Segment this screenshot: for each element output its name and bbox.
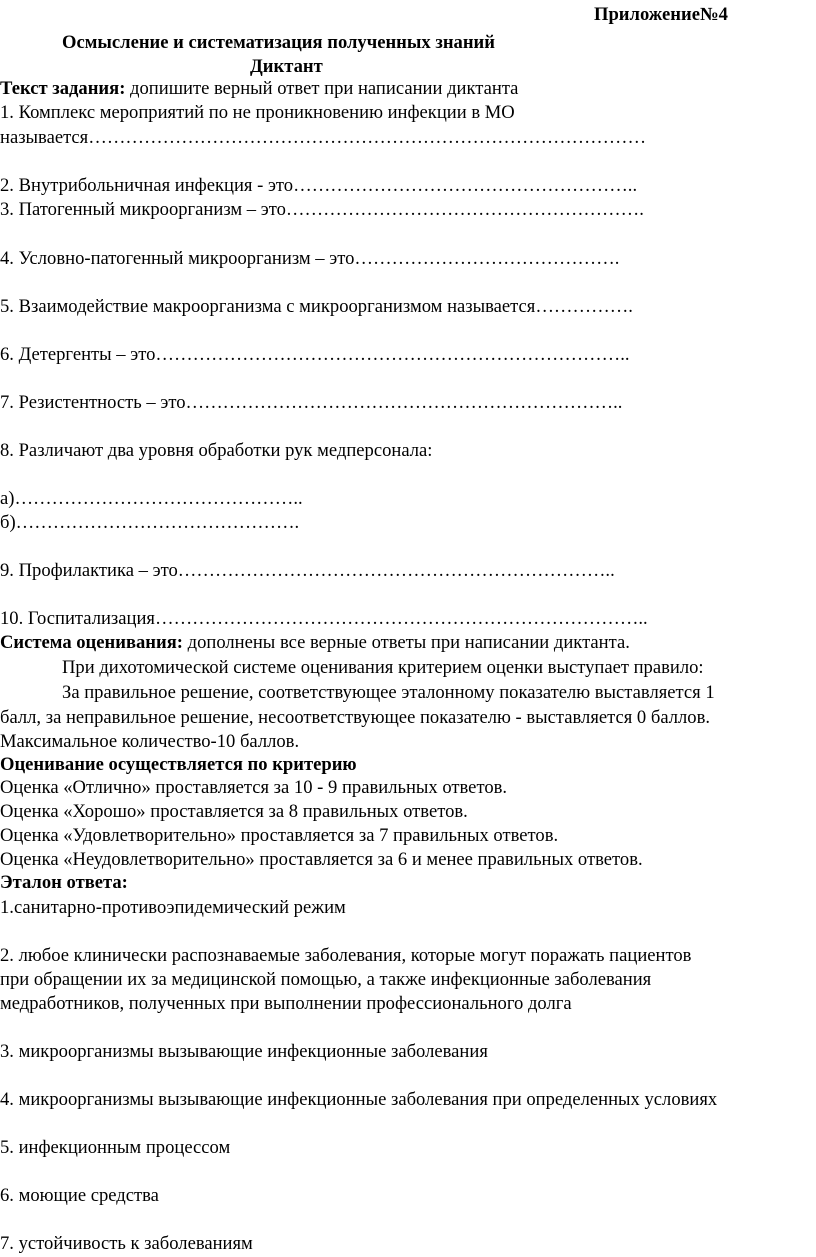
grading-max-score: Максимальное количество-10 баллов. <box>0 731 300 752</box>
task-statement <box>0 77 518 101</box>
answer-1: 1.санитарно-противоэпидемический режим <box>0 897 346 918</box>
question-9: 9. Профилактика – это…………………………………………………………….. <box>0 560 615 581</box>
question-8: 8. Различают два уровня обработки рук медперсонала: <box>0 440 433 461</box>
answer-5: 5. инфекционным процессом <box>0 1137 231 1158</box>
answer-4: 4. микроорганизмы вызывающие инфекционные заболевания при определенных условиях <box>0 1089 718 1110</box>
answer-3: 3. микроорганизмы вызывающие инфекционные заболевания <box>0 1041 488 1062</box>
question-2: 2. Внутрибольничная инфекция - это……………………………………………….. <box>0 175 638 196</box>
question-6: 6. Детергенты – это………………………………………………………………….. <box>0 344 630 365</box>
answer-7: 7. устойчивость к заболеваниям <box>0 1233 253 1254</box>
question-8-option-b: б)………………………………………. <box>0 512 300 533</box>
grade-excellent: Оценка «Отлично» проставляется за 10 - 9 правильных ответов. <box>0 777 508 798</box>
grade-good: Оценка «Хорошо» проставляется за 8 правильных ответов. <box>0 801 468 822</box>
answers-heading: Эталон ответа: <box>0 872 128 893</box>
grading-label: Система оценивания: <box>0 632 183 653</box>
answer-6: 6. моющие средства <box>0 1185 159 1206</box>
document-subtitle: Диктант <box>250 56 323 77</box>
document-title: Осмысление и систематизация полученных знаний <box>62 32 495 53</box>
grading-statement <box>0 631 630 655</box>
criteria-heading: Оценивание осуществляется по критерию <box>0 754 357 775</box>
question-1-line-2: называется……………………………………………………………………………… <box>0 127 647 148</box>
appendix-number: Приложение№4 <box>594 4 728 25</box>
answer-2-line-1: 2. любое клинически распознаваемые заболевания, которые могут поражать пациентов <box>0 945 692 966</box>
grading-paragraph-2-line-2: балл, за неправильное решение, несоответствующее показателю - выставляется 0 баллов. <box>0 707 711 728</box>
question-10: 10. Госпитализация…………………………………………………………………….. <box>0 608 648 629</box>
question-5: 5. Взаимодействие макроорганизма с микроорганизмом называется……………. <box>0 296 633 317</box>
grading-paragraph-1: При дихотомической системе оценивания критерием оценки выступает правило: <box>62 657 704 678</box>
grade-unsatisfactory: Оценка «Неудовлетворительно» проставляется за 6 и менее правильных ответов. <box>0 849 643 870</box>
grade-satisfactory: Оценка «Удовлетворительно» проставляется за 7 правильных ответов. <box>0 825 559 846</box>
question-4: 4. Условно-патогенный микроорганизм – это……………………………………. <box>0 248 620 269</box>
question-8-option-a: а)……………………………………….. <box>0 488 303 509</box>
grading-text: дополнены все верные ответы при написании диктанта. <box>182 632 630 653</box>
question-1-line-1: 1. Комплекс мероприятий по не проникновению инфекции в МО <box>0 102 515 123</box>
task-label: Текст задания: <box>0 78 126 99</box>
grading-paragraph-2-line-1: За правильное решение, соответствующее эталонному показателю выставляется 1 <box>62 682 715 703</box>
question-7: 7. Резистентность – это…………………………………………………………….. <box>0 392 623 413</box>
answer-2-line-2: при обращении их за медицинской помощью, а также инфекционные заболевания <box>0 969 652 990</box>
task-text: допишите верный ответ при написании диктанта <box>125 78 519 99</box>
answer-2-line-3: медработников, полученных при выполнении профессионального долга <box>0 993 572 1014</box>
question-3: 3. Патогенный микроорганизм – это…………………………………………………. <box>0 199 644 220</box>
